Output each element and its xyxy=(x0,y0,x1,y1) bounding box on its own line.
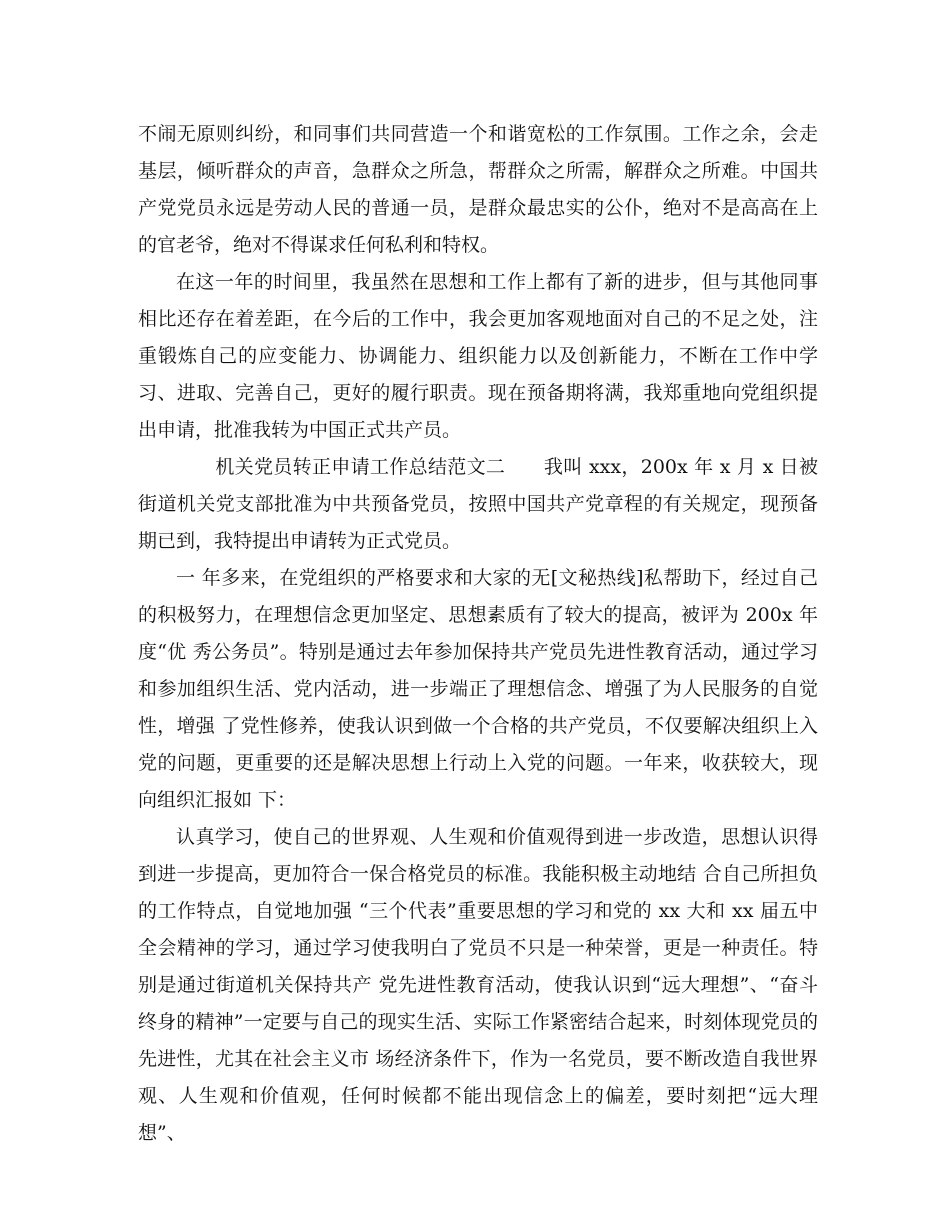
paragraph-year-review: 一 年多来，在党组织的严格要求和大家的无[文秘热线]私帮助下，经过自己的积极努力，在理想信念更加坚定、思想素质有了较大的提高，被评为 200x 年度“优 秀公务员”。特别是通过去年参加保持共产党员先进性教育活动，通过学习和参加组织生活、党内活动，进一步端正了理想信念、增强了为人民服务的自觉性，增强 了党性修养，使我认识到做一个合格的共产党员，不仅要解决组织上入党的问题，更重要的还是解决思想上行动上入党的问题。一年来，收获较大，现向组织汇报如 下： xyxy=(138,567,818,811)
paragraph-study: 认真学习，使自己的世界观、人生观和价值观得到进一步改造，思想认识得到进一步提高，更加符合一保合格党员的标准。我能积极主动地结 合自己所担负的工作特点，自觉地加强 “三个代表”重要思想的学习和党的 xx 大和 xx 届五中全会精神的学习，通过学习使我明白了党员不只是一种荣誉，更是一种责任。特别是通过街道机关保持共产 党先进性教育活动，使我认识到“远大理想”、“奋斗终身的精神”一定要与自己的现实生活、实际工作紧密结合起来，时刻体现党员的先进性，尤其在社会主义市 场经济条件下，作为一名党员，要不断改造自我世界观、人生观和价值观，任何时候都不能出现信念上的偏差，要时刻把“远大理想”、 xyxy=(138,826,818,1144)
paragraph-progress: 在这一年的时间里，我虽然在思想和工作上都有了新的进步，但与其他同事相比还存在着差距，在今后的工作中，我会更加客观地面对自己的不足之处，注重锻炼自己的应变能力、协调能力、组织能力以及创新能力，不断在工作中学习、进取、完善自己，更好的履行职责。现在预备期将满，我郑重地向党组织提出申请，批准我转为中国正式共产员。 xyxy=(138,271,818,441)
document-body xyxy=(138,116,818,1152)
paragraph-continuation: 不闹无原则纠纷，和同事们共同营造一个和谐宽松的工作氛围。工作之余，会走基层，倾听群众的声音，急群众之所急，帮群众之所需，解群众之所难。中国共产党党员永远是劳动人民的普通一员，是群众最忠实的公仆，绝对不是高高在上的官老爷，绝对不得谋求任何私利和特权。 xyxy=(138,123,818,256)
paragraph-sample-two-intro: 机关党员转正申请工作总结范文二 我叫 xxx，200x 年 x 月 x 日被街道机关党支部批准为中共预备党员，按照中国共产党章程的有关规定，现预备期已到，我特提出申请转为正式党员。 xyxy=(138,456,818,552)
